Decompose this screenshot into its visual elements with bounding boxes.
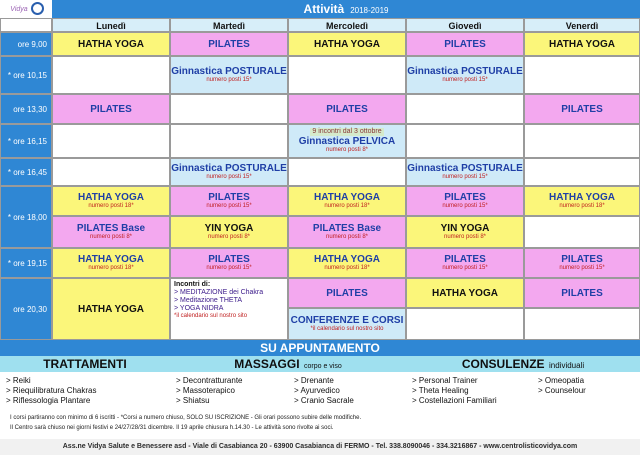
cell-r3-fri: PILATES <box>524 94 640 124</box>
cell-r1-mon: HATHA YOGA <box>52 32 170 56</box>
cell-r8-mon: HATHA YOGA <box>52 278 170 340</box>
cell-r1-tue: PILATES <box>170 32 288 56</box>
service-item: > Cranio Sacrale <box>294 396 354 405</box>
service-item: > Shiatsu <box>176 396 210 405</box>
page-year: 2018-2019 <box>350 6 389 15</box>
cell-r6b-fri <box>524 216 640 248</box>
service-item: > Counselour <box>538 386 586 395</box>
cell-r6a-tue: PILATES numero posti 15* <box>170 186 288 216</box>
services-consulting-col1 <box>412 376 530 412</box>
cell-r7-mon: HATHA YOGA numero posti 18* <box>52 248 170 278</box>
day-friday: Venerdì <box>524 18 640 32</box>
cell-r8-tue: Incontri di: > MEDITAZIONE dei Chakra > Meditazione THETA > YOGA NIDRA *il calendario sul nostro sito <box>170 278 288 340</box>
footer-contact: Ass.ne Vidya Salute e Benessere asd - Viale di Casabianca 20 - 63900 Casabianca di FERMO - Tel. 338.8090046 - 334.3216867 - www.centrolisticovidya.com <box>0 439 640 455</box>
services-consulting-col2 <box>538 376 636 400</box>
day-monday: Lunedì <box>52 18 170 32</box>
day-thursday: Giovedì <box>406 18 524 32</box>
cell-r8-wed: CONFERENZE E CORSI *il calendario sul nostro sito <box>288 308 406 340</box>
logo-text: Vidya <box>10 5 28 13</box>
services-massages-col1 <box>176 376 286 412</box>
cell-r3-tue <box>170 94 288 124</box>
cell-r8-wed-top: PILATES <box>288 278 406 308</box>
service-item: > Riflessologia Plantare <box>6 396 91 405</box>
footer-note-1: I corsi partiranno con minimo di 6 iscritti - *Corsi a numero chiuso, SOLO SU ISCRIZIONE - Gli orari possono subire delle modifiche. <box>10 415 362 421</box>
cell-r2-thu: Ginnastica POSTURALE numero posti 15* <box>406 56 524 94</box>
cell-r2-tue: Ginnastica POSTURALE numero posti 15* <box>170 56 288 94</box>
cell-r1-wed: HATHA YOGA <box>288 32 406 56</box>
cell-r3-mon: PILATES <box>52 94 170 124</box>
time-1645: * ore 16,45 <box>0 158 52 186</box>
cell-r8-fri-bottom <box>524 308 640 340</box>
cell-r6a-mon: HATHA YOGA numero posti 18* <box>52 186 170 216</box>
section-header-massages: MASSAGGI corpo e viso <box>170 356 406 372</box>
cell-r8-fri: PILATES <box>524 278 640 308</box>
cell-r7-thu: PILATES numero posti 15* <box>406 248 524 278</box>
cell-r4-tue <box>170 124 288 158</box>
cell-r1-fri: HATHA YOGA <box>524 32 640 56</box>
cell-r6b-mon: PILATES Base numero posti 8* <box>52 216 170 248</box>
cell-r5-tue: Ginnastica POSTURALE numero posti 15* <box>170 158 288 186</box>
cell-r3-wed: PILATES <box>288 94 406 124</box>
cell-r6a-wed: HATHA YOGA numero posti 18* <box>288 186 406 216</box>
cell-r6a-fri: HATHA YOGA numero posti 18* <box>524 186 640 216</box>
service-item: > Reiki <box>6 376 31 385</box>
page-title: Attività <box>303 2 345 16</box>
section-header-treatments: TRATTAMENTI <box>0 356 170 372</box>
cell-r4-wed: 9 incontri dal 3 ottobre Ginnastica PELVICA numero posti 8* <box>288 124 406 158</box>
time-2030: ore 20,30 <box>0 278 52 340</box>
service-item: > Decontratturante <box>176 376 243 385</box>
cell-r5-wed <box>288 158 406 186</box>
cell-r2-mon <box>52 56 170 94</box>
section-header-consulting: CONSULENZE individuali <box>406 356 640 372</box>
services-treatments <box>6 376 166 412</box>
service-item: > Personal Trainer <box>412 376 478 385</box>
footer-note-2: Il Centro sarà chiuso nei giorni festivi e 24/27/28/31 dicembre. Il 19 aprile chiusura h.14.30 - Le attività sono rivolte ai soci. <box>10 425 334 431</box>
service-item: > Massoterapico <box>176 386 235 395</box>
day-tuesday: Martedì <box>170 18 288 32</box>
appointments-title: SU APPUNTAMENTO <box>260 341 380 355</box>
service-item: > Costellazioni Familiari <box>412 396 497 405</box>
cell-r7-tue: PILATES numero posti 15* <box>170 248 288 278</box>
corner-cell <box>0 18 52 32</box>
cell-r7-fri: PILATES numero posti 15* <box>524 248 640 278</box>
day-wednesday: Mercoledì <box>288 18 406 32</box>
time-1330: ore 13,30 <box>0 94 52 124</box>
cell-r7-wed: HATHA YOGA numero posti 18* <box>288 248 406 278</box>
time-1615: * ore 16,15 <box>0 124 52 158</box>
badge-seal <box>31 2 44 15</box>
cell-r3-thu <box>406 94 524 124</box>
cell-r1-thu: PILATES <box>406 32 524 56</box>
cell-r5-fri <box>524 158 640 186</box>
cell-r8-thu-bottom <box>406 308 524 340</box>
cell-r5-mon <box>52 158 170 186</box>
cell-r6b-tue: YIN YOGA numero posti 8* <box>170 216 288 248</box>
cell-r8-thu: HATHA YOGA <box>406 278 524 308</box>
cell-r2-fri <box>524 56 640 94</box>
services-massages-col2 <box>294 376 404 412</box>
service-item: > Drenante <box>294 376 334 385</box>
cell-r2-wed <box>288 56 406 94</box>
logo <box>10 2 28 16</box>
cell-r4-thu <box>406 124 524 158</box>
cell-r5-thu: Ginnastica POSTURALE numero posti 15* <box>406 158 524 186</box>
service-item: > Ayurvedico <box>294 386 340 395</box>
time-1015: * ore 10,15 <box>0 56 52 94</box>
cell-r6b-wed: PILATES Base numero posti 8* <box>288 216 406 248</box>
title-bar <box>52 0 640 18</box>
cell-r4-mon <box>52 124 170 158</box>
service-item: > Omeopatia <box>538 376 585 385</box>
time-1915: * ore 19,15 <box>0 248 52 278</box>
cell-r6b-thu: YIN YOGA numero posti 8* <box>406 216 524 248</box>
time-0900: ore 9,00 <box>0 32 52 56</box>
cell-r4-fri <box>524 124 640 158</box>
service-item: > Riequilibratura Chakras <box>6 386 97 395</box>
appointments-header <box>0 340 640 356</box>
cell-r6a-thu: PILATES numero posti 15* <box>406 186 524 216</box>
service-item: > Theta Healing <box>412 386 469 395</box>
time-1800: * ore 18,00 <box>0 186 52 248</box>
